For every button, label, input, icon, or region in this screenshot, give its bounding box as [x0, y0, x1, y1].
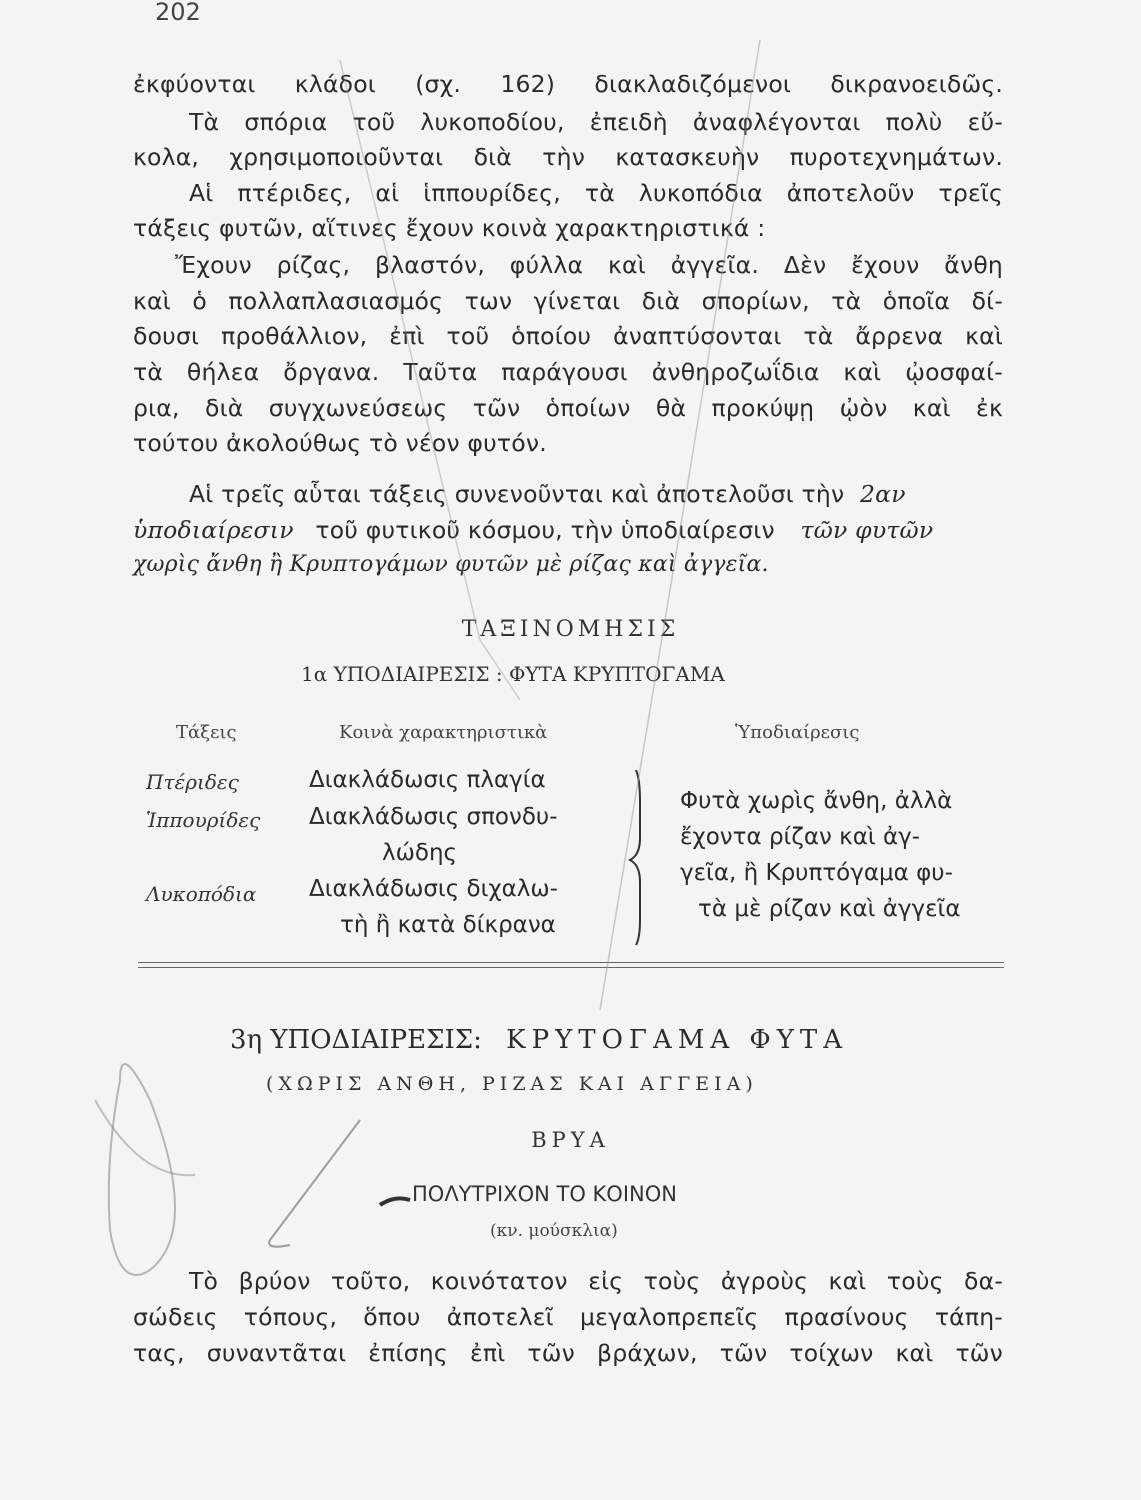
section-subtitle: (ΧΩΡΙΣ ΑΝΘΗ, ΡΙΖΑΣ ΚΑΙ ΑΓΓΕΙΑ)	[266, 1073, 758, 1095]
section-title-part: 3η ΥΠΟΔΙΑΙΡΕΣΙΣ:	[230, 1025, 482, 1055]
class-feature-cont: λώδης	[382, 840, 458, 866]
summary-line: γεῖα, ἢ Κρυπτόγαμα φυ-	[680, 860, 953, 886]
summary-line: τὰ μὲ ρίζαν καὶ ἀγγεῖα	[698, 896, 961, 922]
column-header-subdivision: Ὑποδιαίρεσις	[735, 722, 860, 743]
text-span: 2αν	[859, 480, 906, 508]
text-span: ὑποδιαίρεσιν	[133, 516, 294, 544]
class-feature: Διακλάδωσις σπονδυ-	[309, 804, 558, 830]
text-line: ἐκφύονται κλάδοι (σχ. 162) διακλαδιζόμενοι δικρανοειδῶς.	[133, 70, 1003, 98]
class-feature: Διακλάδωσις διχαλω-	[309, 876, 558, 902]
text-line: ρια, διὰ συγχωνεύσεως τῶν ὁποίων θὰ προκύψῃ ᾠὸν καὶ ἐκ	[133, 394, 1003, 422]
class-name: Ἱππουρίδες	[146, 808, 261, 832]
text-line: καὶ ὁ πολλαπλασιασμός των γίνεται διὰ σπορίων, τὰ ὁποῖα δί-	[133, 287, 1003, 315]
class-feature: Διακλάδωσις πλαγία	[309, 767, 546, 793]
taxonomy-subtitle: 1α ΥΠΟΔΙΑΙΡΕΣΙΣ : ΦΥΤΑ ΚΡΥΠΤΟΓΑΜΑ	[301, 662, 725, 686]
text-line: κολα, χρησιμοποιοῦνται διὰ τὴν κατασκευὴν πυροτεχνημάτων.	[133, 143, 1003, 171]
species-title: ΠΟΛΥΤΡΙΧΟΝ ΤΟ ΚΟΙΝΟΝ	[412, 1182, 677, 1206]
taxonomy-title: ΤΑΞΙΝΟΜΗΣΙΣ	[461, 617, 680, 642]
summary-line: Φυτὰ χωρὶς ἄνθη, ἀλλὰ	[680, 788, 953, 814]
divider	[138, 967, 1004, 968]
text-line: χωρὶς ἄνθη ἢ Κρυπτογάμων φυτῶν μὲ ρίζας καὶ ἀγγεῖα.	[133, 552, 769, 577]
column-header-features: Κοινὰ χαρακτηριστικὰ	[339, 722, 548, 743]
text-line: δουσι προθάλλιον, ἐπὶ τοῦ ὁποίου ἀναπτύσονται τὰ ἄρρενα καὶ	[133, 322, 1003, 350]
summary-line: ἔχοντα ρίζαν καὶ ἀγ-	[680, 824, 921, 850]
page-number: 202	[155, 0, 201, 26]
text-span: τοῦ φυτικοῦ κόσμου, τὴν ὑποδιαίρεσιν	[315, 516, 775, 544]
column-header-classes: Τάξεις	[176, 722, 237, 743]
text-line: σώδεις τόπους, ὅπου ἀποτελεῖ μεγαλοπρεπεῖς πρασίνους τάπη-	[133, 1303, 1003, 1331]
divider	[138, 962, 1004, 963]
text-line: Τὰ σπόρια τοῦ λυκοποδίου, ἐπειδὴ ἀναφλέγονται πολὺ εὔ-	[189, 108, 1003, 136]
text-line: τάξεις φυτῶν, αἵτινες ἔχουν κοινὰ χαρακτηριστικά :	[133, 214, 766, 242]
section-title	[230, 1025, 848, 1055]
text-span: Αἱ τρεῖς αὗται τάξεις συνενοῦνται καὶ ἀποτελοῦσι τὴν	[189, 480, 845, 508]
text-line	[133, 516, 1003, 544]
text-line: τὰ θήλεα ὄργανα. Ταῦτα παράγουσι ἀνθηροζωΐδια καὶ ᾠοσφαί-	[133, 358, 1003, 386]
class-name: Λυκοπόδια	[146, 882, 257, 906]
text-span: τῶν φυτῶν	[800, 516, 934, 544]
common-name: (κν. μούσκλια)	[490, 1221, 618, 1241]
text-line: τας, συναντᾶται ἐπίσης ἐπὶ τῶν βράχων, τῶν τοίχων καὶ τῶν	[133, 1339, 1003, 1367]
text-line	[189, 480, 1003, 508]
text-line: Ἔχουν ρίζας, βλαστόν, φύλλα καὶ ἀγγεῖα. Δὲν ἔχουν ἄνθη	[175, 251, 1003, 279]
text-line: Τὸ βρύον τοῦτο, κοινότατον εἰς τοὺς ἀγροὺς καὶ τοὺς δα-	[189, 1267, 1003, 1295]
section-title-part: ΚΡΥΤΟΓΑΜΑ ΦΥΤΑ	[506, 1025, 848, 1055]
text-line: τούτου ἀκολούθως τὸ νέον φυτόν.	[133, 429, 547, 457]
class-feature-cont: τὴ ἢ κατὰ δίκρανα	[340, 912, 556, 938]
class-name: Πτέριδες	[146, 770, 239, 794]
text-line: Αἱ πτέριδες, αἱ ἱππουρίδες, τὰ λυκοπόδια ἀποτελοῦν τρεῖς	[189, 179, 1003, 207]
group-title: ΒΡΥΑ	[531, 1128, 610, 1152]
